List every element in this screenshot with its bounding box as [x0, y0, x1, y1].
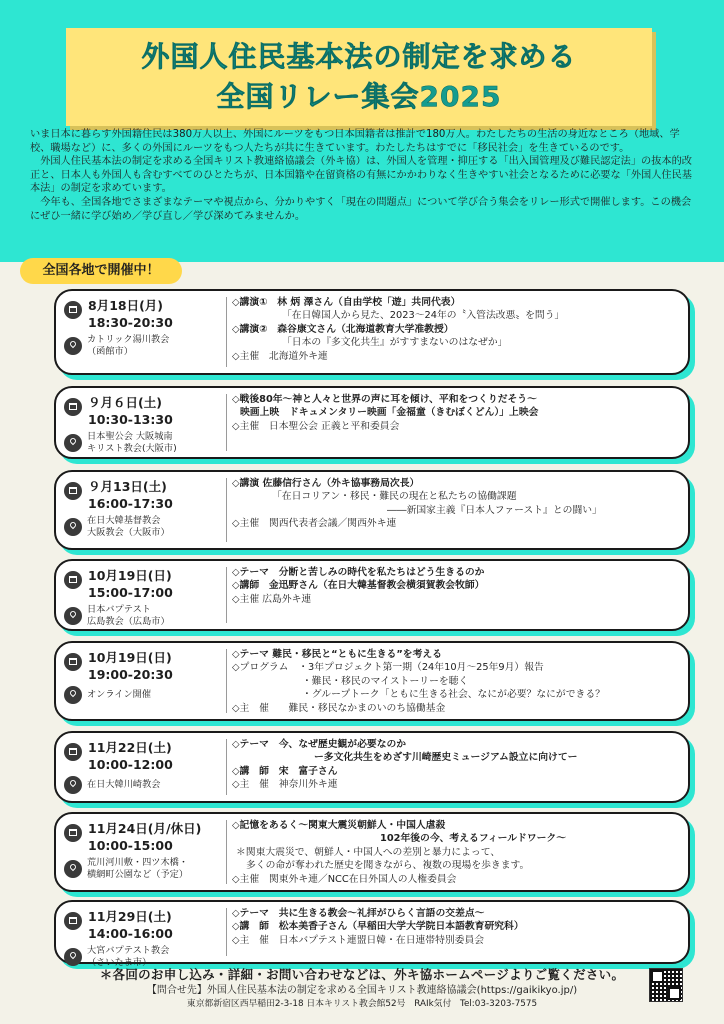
event-day: 8月18日(月) [88, 298, 164, 313]
event-detail-line: 多くの命が奪われた歴史を聞きながら、複数の現場を歩きます。 [246, 860, 530, 872]
event-location-line: 在日大韓川崎教会 [87, 779, 161, 790]
event-card [54, 731, 690, 803]
event-detail-line: ◇主 催 日本バプテスト連盟日韓・在日連帯特別委員会 [232, 934, 485, 946]
event-detail-line: ◇主催 関東外キ連／NCC在日外国人の人権委員会 [232, 873, 457, 885]
footer-note: ＊各回のお申し込み・詳細・お問い合わせなどは、外キ協ホームページよりご覧ください。 [99, 967, 625, 982]
event-detail-line: ＊関東大震災で、朝鮮人・中国人への差別と暴力によって、 [236, 846, 501, 858]
event-detail-line: ◇テーマ 分断と苦しみの時代を私たちはどう生きるのか [232, 567, 485, 578]
event-date-row [64, 908, 224, 942]
event-divider [226, 908, 227, 956]
event-location-line: 大宮バプテスト教会 [87, 945, 170, 956]
event-detail-line: ◇主 催 神奈川外キ連 [232, 779, 338, 791]
location-pin-icon [64, 518, 82, 536]
event-detail-line: 「在日コリアン・移民・難民の現在と私たちの協働課題 [272, 491, 517, 503]
event-detail-line: ◇主催 日本聖公会 正義と平和委員会 [232, 420, 400, 432]
event-location-row [64, 431, 224, 455]
location-pin-icon [64, 434, 82, 452]
calendar-icon [64, 912, 82, 930]
event-detail-line: ◇主 催 難民・移民なかまのいのち協働基金 [232, 702, 446, 714]
event-location [87, 334, 169, 358]
title-box [66, 28, 652, 126]
event-location-row [64, 334, 224, 358]
event-details [232, 296, 680, 363]
event-detail-line: ◇主催 広島外キ連 [232, 593, 312, 605]
event-location-line: 横網町公園など（予定） [87, 869, 189, 880]
event-datetime-location [64, 297, 224, 358]
event-datetime-location [64, 820, 224, 881]
footer-address: 東京都新宿区西早稲田2-3-18 日本キリスト教会館52号 RAIk気付 Tel:03-3203-7575 [186, 999, 538, 1009]
event-location-line: 大阪教会（大阪市） [87, 527, 170, 538]
event-date-row [64, 478, 224, 512]
event-datetime-location [64, 394, 224, 455]
event-detail-line: ◇主催 北海道外キ連 [232, 350, 328, 362]
event-location [87, 604, 170, 628]
event-location [87, 515, 170, 539]
event-detail-line: ◇プログラム ・3年プロジェクト第一期（24年10月～25年9月）報告 [232, 662, 544, 674]
intro-paragraph-1: いま日本に暮らす外国籍住民は380万人以上、外国にルーツをもつ日本国籍者は推計で180万人。わたしたちの生活の身近なところ（地域、学校、職場など）に、多くの外国にルーツをもつ人たちが共に生きています。わたしたちはすでに「移民社会」を生きているのです。 [30, 129, 680, 154]
event-detail-line: ◇講演② 森谷康文さん（北海道教育大学准教授） [232, 323, 454, 335]
event-location [87, 689, 151, 701]
event-details [232, 393, 680, 433]
event-day: 10月19日(日) [88, 568, 172, 583]
event-card [54, 470, 690, 550]
event-date [88, 567, 173, 601]
event-date-row [64, 394, 224, 428]
location-pin-icon [64, 948, 82, 966]
event-time: 18:30-20:30 [88, 315, 173, 330]
event-location-line: 在日大韓基督教会 [87, 515, 161, 526]
event-date [88, 820, 201, 854]
event-divider [226, 820, 227, 884]
event-divider [226, 394, 227, 451]
event-time: 15:00-17:00 [88, 585, 173, 600]
event-date [88, 394, 173, 428]
title-line-2: 全国リレー集会2025 [216, 80, 502, 113]
event-date-row [64, 820, 224, 854]
event-location-line: カトリック湯川教会 [87, 334, 170, 345]
calendar-icon [64, 824, 82, 842]
event-date-row [64, 649, 224, 683]
event-date [88, 739, 173, 773]
location-pin-icon [64, 776, 82, 794]
intro-paragraph-3: 今年も、全国各地でさまざまなテーマや視点から、分かりやすく「現在の問題点」について学び合う集会をリレー形式で開催します。この機会にぜひ一緒に学び始め／学び直し／学び深めてみませんか。 [30, 196, 692, 222]
event-time: 10:30-13:30 [88, 412, 173, 427]
event-detail-line: ・グループトーク「ともに生きる社会、なにが必要？なにができる？ [302, 689, 605, 701]
event-date [88, 649, 173, 683]
location-pin-icon [64, 686, 82, 704]
event-location-row [64, 604, 224, 628]
calendar-icon [64, 482, 82, 500]
event-day: 10月19日(日) [88, 650, 172, 665]
event-location-row [64, 686, 224, 704]
event-location-line: キリスト教会(大阪市) [87, 443, 177, 454]
event-detail-line: 「在日韓国人から見た、2023～24年の〝入管法改悪〟を問う」 [282, 310, 565, 322]
location-pin-icon [64, 337, 82, 355]
qr-code[interactable] [649, 968, 683, 1002]
calendar-icon [64, 398, 82, 416]
event-details [232, 907, 680, 947]
event-detail-line: ◇講師 金迅野さん（在日大韓基督教会横須賀教会牧師） [232, 580, 485, 592]
event-location-row [64, 776, 224, 794]
event-detail-line: ◇記憶をあるく～関東大震災朝鮮人・中国人虐殺 [232, 820, 446, 831]
event-detail-line: ◇テーマ 難民・移民と“ともに生きる”を考える [232, 649, 442, 660]
event-detail-line: ◇テーマ 共に生きる教会～礼拝がひらく言語の交差点～ [232, 908, 485, 919]
event-divider [226, 739, 227, 795]
event-details [232, 566, 680, 606]
event-divider [226, 297, 227, 367]
event-date-row [64, 297, 224, 331]
event-detail-line: ー多文化共生をめざす川崎歴史ミュージアム設立に向けてー [314, 752, 578, 764]
calendar-icon [64, 743, 82, 761]
event-detail-line: ◇講演 佐藤信行さん（外キ協事務局次長） [232, 478, 420, 489]
event-detail-line: ――新国家主義『日本人ファースト』との闘い」 [387, 504, 602, 516]
event-location [87, 779, 161, 791]
event-detail-line: ◇主催 関西代表者会議／関西外キ連 [232, 518, 397, 530]
event-date-row [64, 739, 224, 773]
event-card [54, 812, 690, 892]
calendar-icon [64, 653, 82, 671]
event-location-line: 日本聖公会 大阪城南 [87, 431, 173, 442]
event-time: 16:00-17:30 [88, 496, 173, 511]
footer-contact: 【問合せ先】外国人住民基本法の制定を求める全国キリスト教連絡協議会(https://gaikikyo.jp/) [146, 985, 578, 996]
event-date-row [64, 567, 224, 601]
event-detail-line: 102年後の今、考えるフィールドワーク～ [380, 833, 567, 845]
event-day: 11月29日(土) [88, 909, 172, 924]
event-card [54, 900, 690, 968]
event-location-line: 日本バプテスト [87, 604, 151, 615]
event-time: 14:00-16:00 [88, 926, 173, 941]
intro-text [30, 128, 694, 223]
event-detail-line: ◇戦後80年～神と人々と世界の声に耳を傾け、平和をつくりだそう～ [232, 394, 537, 405]
footer [0, 966, 724, 1011]
event-location [87, 431, 177, 455]
event-divider [226, 649, 227, 713]
event-location-row [64, 857, 224, 881]
event-datetime-location [64, 908, 224, 969]
event-time: 10:00-12:00 [88, 757, 173, 772]
event-datetime-location [64, 649, 224, 704]
event-detail-line: ◇講 師 宋 富子さん [232, 765, 338, 777]
event-datetime-location [64, 478, 224, 539]
calendar-icon [64, 301, 82, 319]
event-card [54, 289, 690, 375]
event-date [88, 908, 173, 942]
location-pin-icon [64, 607, 82, 625]
event-detail-line: 映画上映 ドキュメンタリー映画「金福童（きむぼくどん）」上映会 [240, 407, 539, 419]
calendar-icon [64, 571, 82, 589]
event-location [87, 857, 188, 881]
event-datetime-location [64, 567, 224, 628]
event-location-row [64, 515, 224, 539]
event-card [54, 641, 690, 721]
event-detail-line: ◇講演① 林 炳 澤さん（自由学校「遊」共同代表） [232, 297, 461, 308]
intro-paragraph-2: 外国人住民基本法の制定を求める全国キリスト教連絡協議会（外キ協）は、外国人を管理・抑圧する「出入国管理及び難民認定法」の抜本的改正と、日本人も外国人も含むすべてのひとたちが、日本国籍や在留資格の有無にかかわりなく生きやすい社会となるために必要な「外国人住民基本法」の制定を求めています。 [30, 156, 692, 195]
event-time: 10:00-15:00 [88, 838, 173, 853]
event-day: 11月22日(土) [88, 740, 172, 755]
event-details [232, 819, 680, 886]
event-day: ９月６日(土) [88, 395, 162, 410]
event-location-line: オンライン開催 [87, 689, 152, 700]
event-detail-line: 「日本の『多文化共生』がすすまないのはなぜか」 [282, 337, 508, 349]
event-details [232, 477, 680, 531]
event-details [232, 648, 680, 715]
event-detail-line: ・難民・移民のマイストーリーを聴く [302, 675, 469, 687]
title-line-1: 外国人住民基本法の制定を求める [141, 40, 577, 73]
event-detail-line: ◇講 師 松本美香子さん（早稲田大学大学院日本語教育研究科） [232, 921, 524, 933]
event-time: 19:00-20:30 [88, 667, 173, 682]
event-location-line: 荒川河川敷・四ツ木橋・ [87, 857, 189, 868]
event-details [232, 738, 680, 792]
event-card [54, 559, 690, 631]
event-detail-line: ◇テーマ 今、なぜ歴史観が必要なのか [232, 739, 407, 750]
event-day: 11月24日(月/休日) [88, 821, 202, 836]
event-date [88, 297, 173, 331]
event-datetime-location [64, 739, 224, 794]
event-location-line: （さいたま市） [87, 957, 152, 968]
event-card [54, 386, 690, 459]
event-divider [226, 478, 227, 542]
event-date [88, 478, 173, 512]
event-day: ９月13日(土) [88, 479, 167, 494]
location-pin-icon [64, 860, 82, 878]
event-location-line: 広島教会（広島市） [87, 616, 170, 627]
schedule-badge: 全国各地で開催中！ [20, 258, 182, 284]
event-divider [226, 567, 227, 623]
event-location-line: （函館市） [87, 346, 133, 357]
